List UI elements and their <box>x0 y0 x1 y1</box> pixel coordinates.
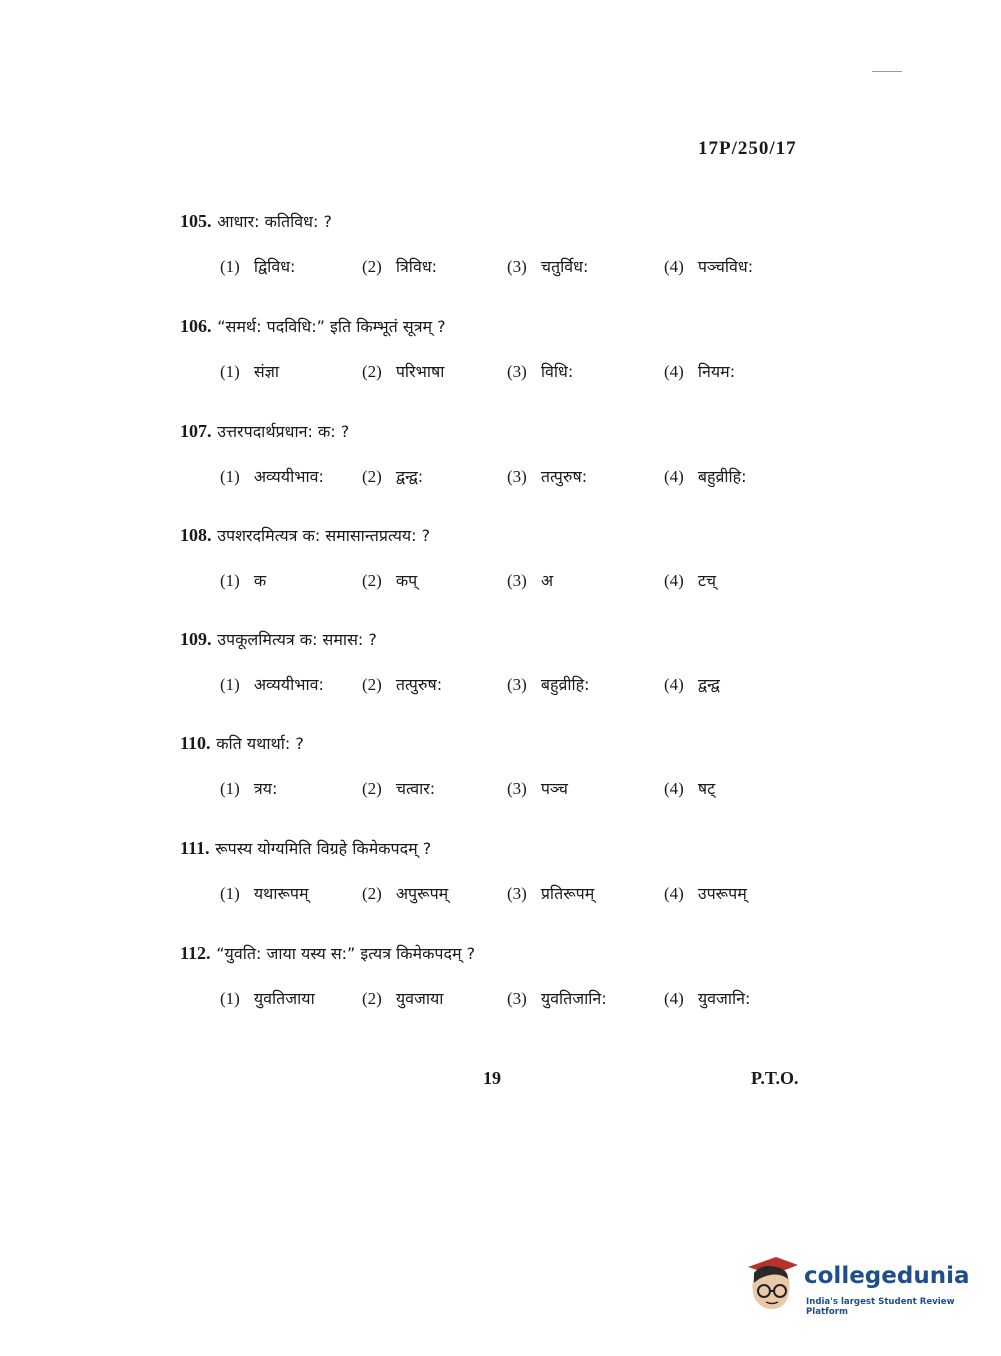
options-row <box>180 255 820 285</box>
option-1: (1) द्विविध: <box>220 257 296 276</box>
brand-name: collegedunia <box>804 1263 970 1289</box>
question-text: “समर्थ: पदविधि:” इति किम्भूतं सूत्रम् ? <box>217 317 446 336</box>
question-text: रूपस्य योग्यमिति विग्रहे किमेकपदम् ? <box>215 839 432 858</box>
question-text: उपकूलमित्यत्र क: समास: ? <box>217 630 377 649</box>
question-106 <box>180 314 820 390</box>
option-1: (1) अव्ययीभाव: <box>220 675 324 694</box>
option-3: (3) बहुव्रीहि: <box>507 675 590 694</box>
question-number: 111. <box>180 838 210 858</box>
option-4: (4) षट् <box>664 779 716 798</box>
question-text: उत्तरपदार्थप्रधान: क: ? <box>217 422 350 441</box>
option-4: (4) टच् <box>664 571 717 590</box>
question-number: 108. <box>180 525 212 545</box>
top-rule <box>872 71 902 72</box>
paper-code: 17P/250/17 <box>698 138 797 159</box>
options-row <box>180 569 820 599</box>
question-number: 107. <box>180 421 212 441</box>
options-row <box>180 465 820 495</box>
brand-tagline: India's largest Student Review Platform <box>806 1297 955 1317</box>
option-4: (4) उपरूपम् <box>664 884 747 903</box>
option-2: (2) परिभाषा <box>362 362 445 381</box>
options-row <box>180 882 820 912</box>
option-3: (3) अ <box>507 571 554 590</box>
question-107 <box>180 419 820 495</box>
option-4: (4) बहुव्रीहि: <box>664 467 747 486</box>
option-4: (4) पञ्चविध: <box>664 257 754 276</box>
option-2: (2) त्रिविध: <box>362 257 438 276</box>
option-3: (3) युवतिजानि: <box>507 989 607 1008</box>
option-3: (3) विधि: <box>507 362 574 381</box>
page-number: 19 <box>483 1068 501 1088</box>
option-1: (1) युवतिजाया <box>220 989 315 1008</box>
options-row <box>180 777 820 807</box>
option-3: (3) प्रतिरूपम् <box>507 884 595 903</box>
option-1: (1) संज्ञा <box>220 362 280 381</box>
option-3: (3) चतुर्विध: <box>507 257 589 276</box>
option-2: (2) अपुरूपम् <box>362 884 449 903</box>
collegedunia-watermark <box>742 1253 972 1319</box>
question-112 <box>180 941 820 1017</box>
question-number: 106. <box>180 316 212 336</box>
options-row <box>180 673 820 703</box>
option-2: (2) द्वन्द्व: <box>362 467 424 486</box>
question-number: 110. <box>180 733 211 753</box>
option-4: (4) युवजानि: <box>664 989 751 1008</box>
options-row <box>180 987 820 1017</box>
question-105 <box>180 209 820 285</box>
question-109 <box>180 627 820 703</box>
question-text: आधार: कतिविध: ? <box>217 212 332 231</box>
question-number: 105. <box>180 211 212 231</box>
option-1: (1) त्रय: <box>220 779 278 798</box>
option-1: (1) अव्ययीभाव: <box>220 467 324 486</box>
option-2: (2) युवजाया <box>362 989 444 1008</box>
option-4: (4) नियम: <box>664 362 736 381</box>
mascot-icon <box>742 1253 800 1315</box>
question-108 <box>180 523 820 599</box>
option-3: (3) पञ्च <box>507 779 568 798</box>
option-1: (1) यथारूपम् <box>220 884 309 903</box>
pto-label: P.T.O. <box>751 1068 799 1088</box>
option-2: (2) चत्वार: <box>362 779 436 798</box>
question-number: 112. <box>180 943 211 963</box>
options-row <box>180 360 820 390</box>
question-text: उपशरदमित्यत्र क: समासान्तप्रत्यय: ? <box>217 526 431 545</box>
question-111 <box>180 836 820 912</box>
question-text: “युवति: जाया यस्य स:” इत्यत्र किमेकपदम् ? <box>216 944 476 963</box>
question-110 <box>180 731 820 807</box>
question-text: कति यथार्था: ? <box>216 734 304 753</box>
option-4: (4) द्वन्द्व <box>664 675 720 694</box>
option-1: (1) क <box>220 571 267 590</box>
question-number: 109. <box>180 629 212 649</box>
option-2: (2) तत्पुरुष: <box>362 675 443 694</box>
option-3: (3) तत्पुरुष: <box>507 467 588 486</box>
option-2: (2) कप् <box>362 571 418 590</box>
